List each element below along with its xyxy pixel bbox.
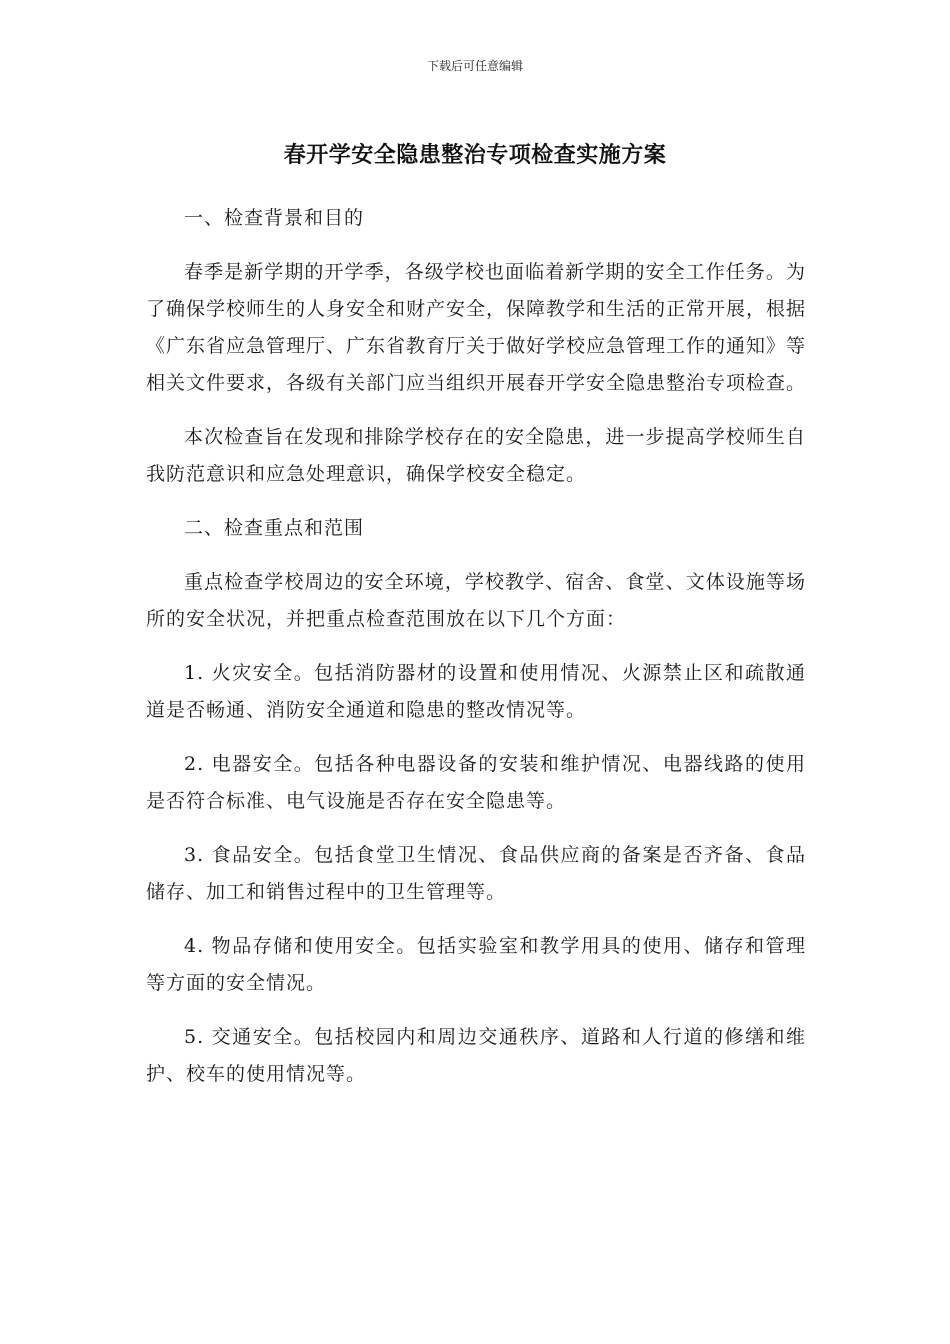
document-title: 春开学安全隐患整治专项检查实施方案 [283,143,667,168]
list-item-storage-safety: 4. 物品存储和使用安全。包括实验室和教学用具的使用、储存和管理等方面的安全情况。 [146,935,806,994]
list-item-electrical-safety: 2. 电器安全。包括各种电器设备的安装和维护情况、电器线路的使用是否符合标准、电气设施是否存在安全隐患等。 [146,753,806,812]
section-heading-background: 一、检查背景和目的 [184,207,365,229]
section-heading-scope: 二、检查重点和范围 [184,517,365,539]
list-item-food-safety: 3. 食品安全。包括食堂卫生情况、食品供应商的备案是否齐备、食品储存、加工和销售过程中的卫生管理等。 [146,844,806,903]
paragraph-background: 春季是新学期的开学季，各级学校也面临着新学期的安全工作任务。为了确保学校师生的人身安全和财产安全，保障教学和生活的正常开展，根据《广东省应急管理厅、广东省教育厅关于做好学校应急管理工作的通知》等相关文件要求，各级有关部门应当组织开展春开学安全隐患整治专项检查。 [146,261,807,394]
paragraph-purpose: 本次检查旨在发现和排除学校存在的安全隐患，进一步提高学校师生自我防范意识和应急处理意识，确保学校安全稳定。 [146,426,806,485]
document-body [146,200,806,1110]
list-item-traffic-safety: 5. 交通安全。包括校园内和周边交通秩序、道路和人行道的修缮和维护、校车的使用情况等。 [146,1026,806,1085]
paragraph-scope: 重点检查学校周边的安全环境，学校教学、宿舍、食堂、文体设施等场所的安全状况，并把重点检查范围放在以下几个方面： [146,571,806,630]
list-item-fire-safety: 1. 火灾安全。包括消防器材的设置和使用情况、火源禁止区和疏散通道是否畅通、消防安全通道和隐患的整改情况等。 [146,662,806,721]
download-note: 下载后可任意编辑 [426,59,523,73]
